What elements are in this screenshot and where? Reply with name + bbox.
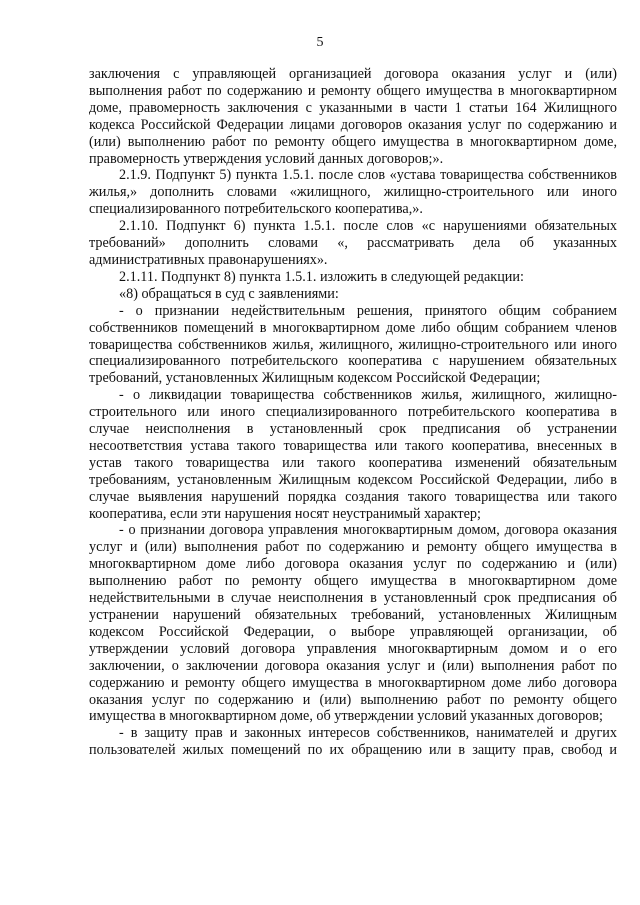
page-number: 5 (316, 35, 324, 50)
paragraph-2-1-11: 2.1.11. Подпункт 8) пункта 1.5.1. изложить в следующей редакции: (119, 268, 524, 285)
list-item-rights-protection: - в защиту прав и законных интересов собственников, нанимателей и других пользователей жилых помещений по их обращению или в защиту прав, свобод и (89, 725, 617, 759)
list-item-invalid-contract: - о признании договора управления многоквартирным домом, договора оказания услуг и (или) выполнения работ по содержанию и ремонту общего имущества в многоквартирном доме либо договора оказания услуг по содержанию и (или) выполнению работ по ремонту общего имущества в многоквартирном доме недействительными в случае неисполнения в установленный срок предписания об устранении нарушений обязательных требований, установленных Жилищным кодексом Российской Федерации, о выборе управляющей организации, об утверждении условий договора управления многоквартирным домом и о его заключении, о заключении договора оказания услуг и (или) выполнения работ по содержанию и ремонту общего имущества в многоквартирном доме либо договора оказания услуг по содержанию и (или) выполнению работ по ремонту общего имущества в многоквартирном доме, об утверждении условий указанных договоров; (89, 522, 617, 725)
list-item-invalid-decision: - о признании недействительным решения, принятого общим собранием собственников помещений в многоквартирном доме либо общим собранием членов товарищества собственников жилья, жилищного, жилищно-строительного или иного специализированного потребительского кооператива с нарушением обязательных требований, установленных Жилищным кодексом Российской Федерации; (89, 302, 617, 387)
paragraph-item-8: «8) обращаться в суд с заявлениями: (119, 285, 339, 302)
document-body (89, 66, 617, 759)
list-item-liquidation: - о ликвидации товарищества собственников жилья, жилищного, жилищно-строительного или иного специализированного потребительского кооператива в случае неисполнения в установленный срок предписания об устранении несоответствия устава такого товарищества или такого кооператива, внесенных в устав такого товарищества или такого кооператива изменений обязательным требованиям, установленным Жилищным кодексом Российской Федерации, либо в случае выявления нарушений порядка создания такого товарищества или такого кооператива, если эти нарушения носят неустранимый характер; (89, 387, 617, 522)
paragraph-2-1-10: 2.1.10. Подпункт 6) пункта 1.5.1. после слов «с нарушениями обязательных требований» дополнить словами «, рассматривать дела об указанных административных правонарушениях». (89, 218, 617, 268)
paragraph-continuation: заключения с управляющей организацией договора оказания услуг и (или) выполнения работ по содержанию и ремонту общего имущества в многоквартирном доме, правомерность заключения с указанными в части 1 статьи 164 Жилищного кодекса Российской Федерации лицами договоров оказания услуг по содержанию и (или) выполнению работ по ремонту общего имущества в многоквартирном доме, правомерность утверждения условий данных договоров;». (89, 66, 617, 167)
paragraph-2-1-9: 2.1.9. Подпункт 5) пункта 1.5.1. после слов «устава товарищества собственников жилья,» дополнить словами «жилищного, жилищно-строительного или иного специализированного потребительского кооператива,». (89, 167, 617, 218)
